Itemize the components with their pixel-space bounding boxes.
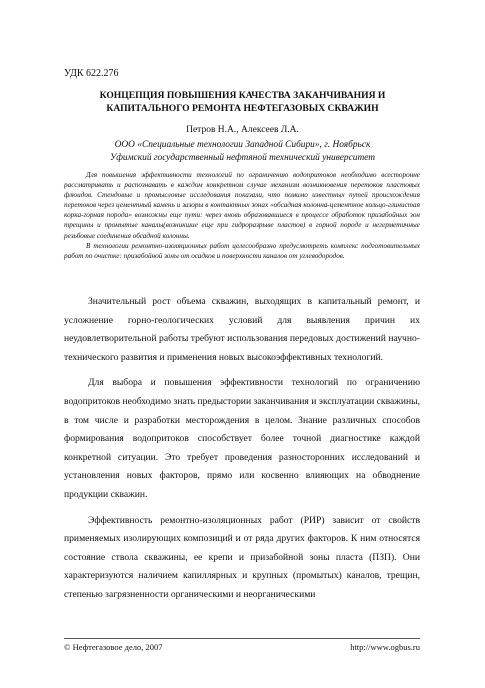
body-paragraph: Для выбора и повышения эффективности технологий по ограничению водопритоков необходимо знать предыстории заканчивания и эксплуатации скважины, в том числе и разработки месторождения в целом. Знание различных способов формирования водопритоков способствует более точной диагностике каждой конкретной ситуации. Это требует проведения разносторонних исследований и установления новых факторов, прямо или косвенно влияющих на обводнение продукции скважин. bbox=[64, 377, 420, 500]
udk-code: УДК 622.276 bbox=[64, 68, 119, 79]
affiliations bbox=[40, 139, 445, 164]
body-paragraph: Значительный рост объема скважин, выходящих в капитальный ремонт, и усложнение горно-геологических условий для выявления причин их неудовлетворительной работы требуют использования передовых достижений научно-технического развития и применения новых высокоэффективных технологий. bbox=[64, 296, 420, 363]
affiliation-2: Уфимский государственный нефтяной технический университет bbox=[109, 152, 376, 163]
footer-divider bbox=[64, 638, 420, 639]
footer-url: http://www.ogbus.ru bbox=[350, 642, 420, 652]
abstract-paragraph: В технологии ремонтно-изоляционных работ целесообразно предусмотреть комплекс подготовительных работ по очистке: призабойной зоны от осадков и поверхности каналов от углеводородов. bbox=[64, 241, 420, 260]
abstract bbox=[64, 170, 420, 261]
body-text bbox=[64, 293, 420, 612]
abstract-paragraph: Для повышения эффективности технологий по ограничению водопритоков необходимо всесторонне рассматривать и распознавать в каждом конкретном случае механизм возникновения перетоков пластовых флюидов. Стендовые и промысловые исследования показали, что помимо известных путей происхождения перетоков через цементный камень и зазоры в контактных зонах «обсадная колонна-цементное кольцо-глинистая корка-горная порода» возможны еще пути: через вновь образовавшиеся в процессе обработок призабойных зон трещины и промытые каналы(возникшие еще при гидроразрыве пластов) в горной породе и негерметичные резьбовые соединения обсадной колонны. bbox=[64, 171, 420, 240]
footer-copyright: © Нефтегазовое дело, 2007 bbox=[64, 642, 163, 652]
body-paragraph: Эффективность ремонтно-изоляционных работ (РИР) зависит от свойств применяемых изолирующих композиций и от ряда других факторов. К ним относятся состояние ствола скважины, ее крепи и призабойной зоны пласта (ПЗП). Они характеризуются наличием капиллярных и крупных (промытых) каналов, трещин, степенью загрязненности органическими и неорганическими bbox=[64, 514, 420, 600]
paper-title bbox=[40, 89, 445, 115]
authors: Петров Н.А., Алексеев Л.А. bbox=[186, 125, 299, 135]
affiliation-1: ООО «Специальные технологии Западной Сибири», г. Ноябрьск bbox=[114, 140, 371, 150]
title-line-1: КОНЦЕПЦИЯ ПОВЫШЕНИЯ КАЧЕСТВА ЗАКАНЧИВАНИЯ И bbox=[99, 90, 386, 101]
title-line-2: КАПИТАЛЬНОГО РЕМОНТА НЕФТЕГАЗОВЫХ СКВАЖИН bbox=[106, 103, 379, 114]
